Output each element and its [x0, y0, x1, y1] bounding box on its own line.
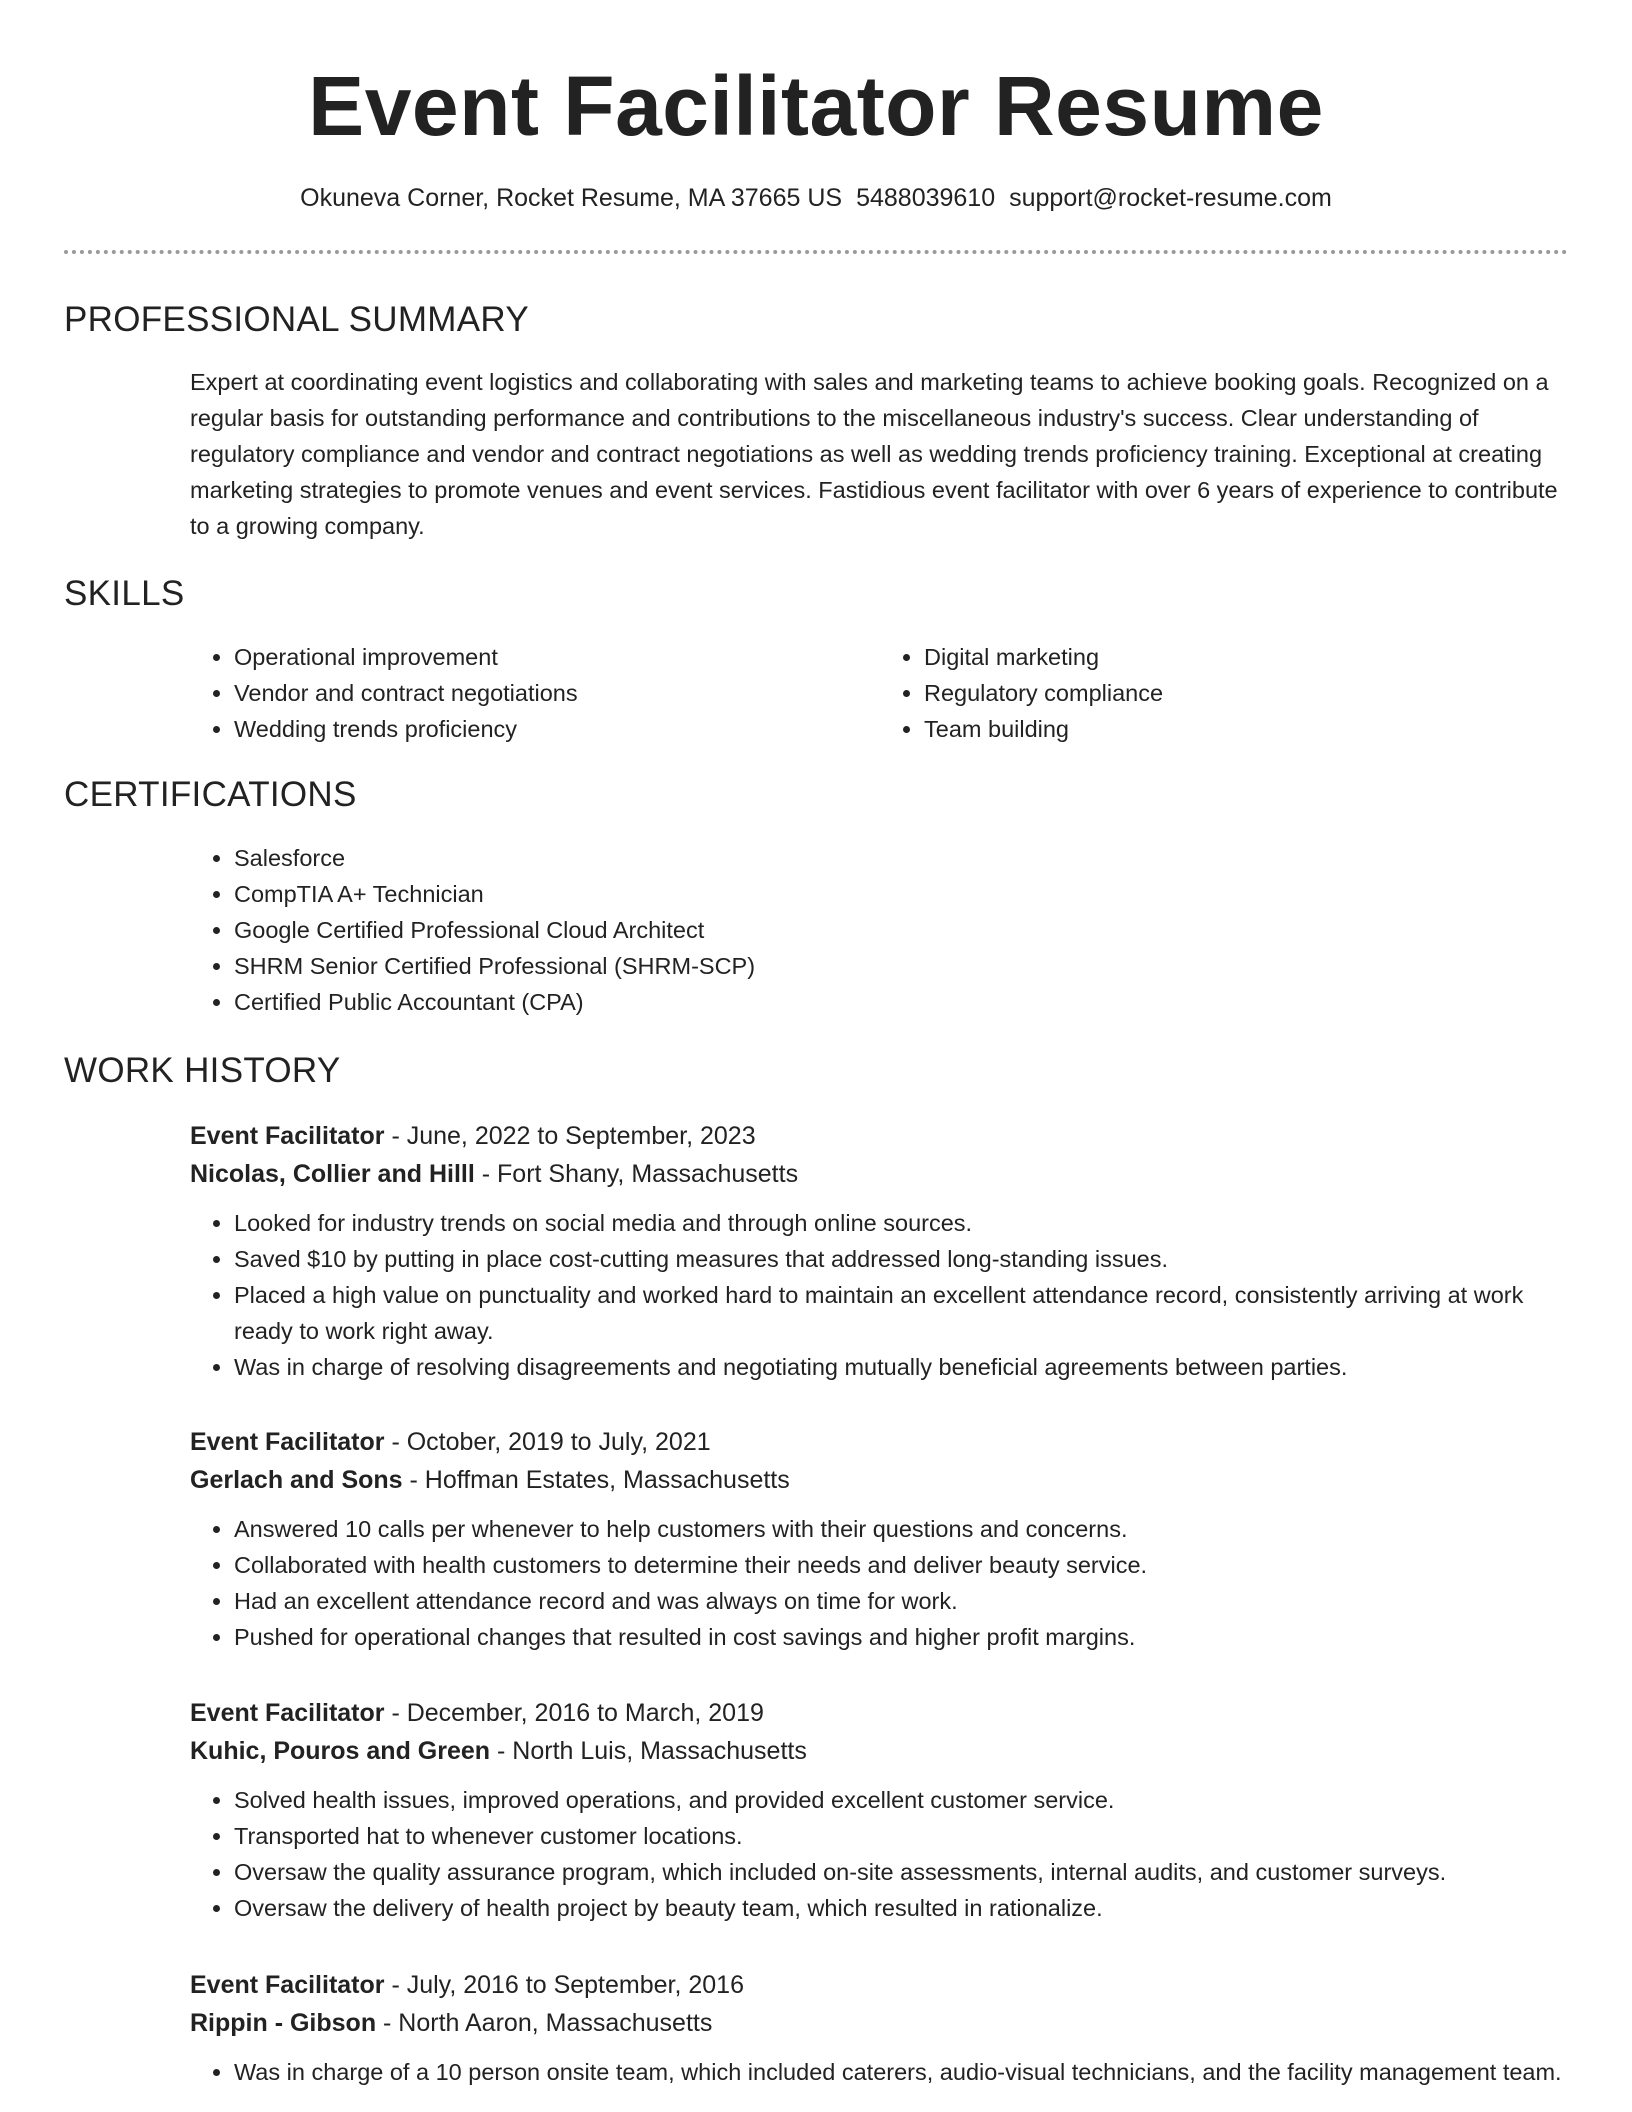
job-location: - Hoffman Estates, Massachusetts	[402, 1466, 790, 1494]
skill-item: • Team building	[924, 711, 1570, 747]
job-bullet: • Transported hat to whenever customer locations.	[234, 1818, 1570, 1854]
job-title: Event Facilitator	[190, 1122, 385, 1150]
job-bullet: • Had an excellent attendance record and was always on time for work.	[234, 1583, 1570, 1619]
job-dates: - July, 2016 to September, 2016	[384, 1971, 744, 1999]
job-company: Kuhic, Pouros and Green	[190, 1737, 491, 1765]
summary-section	[190, 364, 1570, 544]
job-entry	[190, 1694, 1570, 1926]
job-bullet: • Oversaw the delivery of health project by beauty team, which resulted in rationalize.	[234, 1890, 1570, 1926]
resume-title: Event Facilitator Resume	[308, 59, 1324, 153]
header-divider	[64, 250, 1568, 254]
contact-email[interactable]: support@rocket-resume.com	[1009, 184, 1332, 212]
job-company-line	[190, 2004, 1570, 2042]
skill-item: • Vendor and contract negotiations	[234, 675, 880, 711]
job-location: - North Aaron, Massachusetts	[376, 2009, 713, 2037]
job-bullet: • Saved $10 by putting in place cost-cutting measures that addressed long-standing issues.	[234, 1241, 1570, 1277]
job-location: - North Luis, Massachusetts	[490, 1737, 807, 1765]
job-bullet: • Pushed for operational changes that resulted in cost savings and higher profit margins.	[234, 1619, 1570, 1655]
job-title-line	[190, 1694, 1570, 1732]
job-company-line	[190, 1155, 1570, 1193]
job-title: Event Facilitator	[190, 1699, 385, 1727]
skill-item: • Operational improvement	[234, 639, 880, 675]
skill-item: • Digital marketing	[924, 639, 1570, 675]
job-dates: - October, 2019 to July, 2021	[384, 1428, 711, 1456]
job-bullet: • Placed a high value on punctuality and worked hard to maintain an excellent attendance record, consistently arriving at work ready to work right away.	[234, 1277, 1570, 1349]
job-title-line	[190, 1966, 1570, 2004]
skills-right-list	[880, 639, 1570, 747]
certification-item: • Certified Public Accountant (CPA)	[234, 984, 1570, 1020]
job-dates: - June, 2022 to September, 2023	[384, 1122, 756, 1150]
summary-text: Expert at coordinating event logistics and collaborating with sales and marketing teams to achieve booking goals. Recognized on a regular basis for outstanding performance and contributions to the miscellaneous industry's success. Clear understanding of regulatory compliance and vendor and contract negotiations as well as wedding trends proficiency training. Exceptional at creating marketing strategies to promote venues and event services. Fastidious event facilitator with over 6 years of experience to contribute to a growing company.	[190, 369, 1558, 539]
job-bullets	[190, 1782, 1570, 1926]
job-bullets	[190, 2054, 1570, 2090]
job-entry	[190, 1117, 1570, 1385]
job-company: Rippin - Gibson	[190, 2009, 377, 2037]
work-history-heading: WORK HISTORY	[64, 1051, 341, 1090]
job-bullet: • Answered 10 calls per whenever to help customers with their questions and concerns.	[234, 1511, 1570, 1547]
job-dates: - December, 2016 to March, 2019	[384, 1699, 764, 1727]
skills-section	[190, 639, 1570, 747]
job-title-line	[190, 1423, 1570, 1461]
job-bullet: • Solved health issues, improved operations, and provided excellent customer service.	[234, 1782, 1570, 1818]
job-bullet: • Looked for industry trends on social media and through online sources.	[234, 1205, 1570, 1241]
contact-address: Okuneva Corner, Rocket Resume, MA 37665 US	[300, 184, 843, 212]
certification-item: • CompTIA A+ Technician	[234, 876, 1570, 912]
contact-line	[64, 181, 1568, 215]
job-entry	[190, 1423, 1570, 1655]
certification-item: • Salesforce	[234, 840, 1570, 876]
skills-heading: SKILLS	[64, 574, 185, 613]
certifications-list	[190, 840, 1570, 1020]
job-company-line	[190, 1461, 1570, 1499]
certifications-section	[190, 840, 1570, 1020]
job-bullet: • Oversaw the quality assurance program, which included on-site assessments, internal audits, and customer surveys.	[234, 1854, 1570, 1890]
certifications-heading: CERTIFICATIONS	[64, 775, 357, 814]
skill-item: • Regulatory compliance	[924, 675, 1570, 711]
summary-heading: PROFESSIONAL SUMMARY	[64, 300, 529, 339]
job-company: Nicolas, Collier and Hilll	[190, 1160, 475, 1188]
job-company-line	[190, 1732, 1570, 1770]
skill-item: • Wedding trends proficiency	[234, 711, 880, 747]
job-bullet: • Was in charge of a 10 person onsite team, which included caterers, audio-visual technicians, and the facility management team.	[234, 2054, 1570, 2090]
job-bullet: • Collaborated with health customers to determine their needs and deliver beauty service.	[234, 1547, 1570, 1583]
skills-left-list	[190, 639, 880, 747]
job-bullet: • Was in charge of resolving disagreements and negotiating mutually beneficial agreements between parties.	[234, 1349, 1570, 1385]
job-title: Event Facilitator	[190, 1971, 385, 1999]
contact-phone: 5488039610	[856, 184, 996, 212]
job-bullets	[190, 1205, 1570, 1385]
job-bullets	[190, 1511, 1570, 1655]
job-title-line	[190, 1117, 1570, 1155]
certification-item: • Google Certified Professional Cloud Architect	[234, 912, 1570, 948]
job-title: Event Facilitator	[190, 1428, 385, 1456]
certification-item: • SHRM Senior Certified Professional (SHRM-SCP)	[234, 948, 1570, 984]
job-company: Gerlach and Sons	[190, 1466, 403, 1494]
job-location: - Fort Shany, Massachusetts	[474, 1160, 799, 1188]
job-entry	[190, 1966, 1570, 2090]
